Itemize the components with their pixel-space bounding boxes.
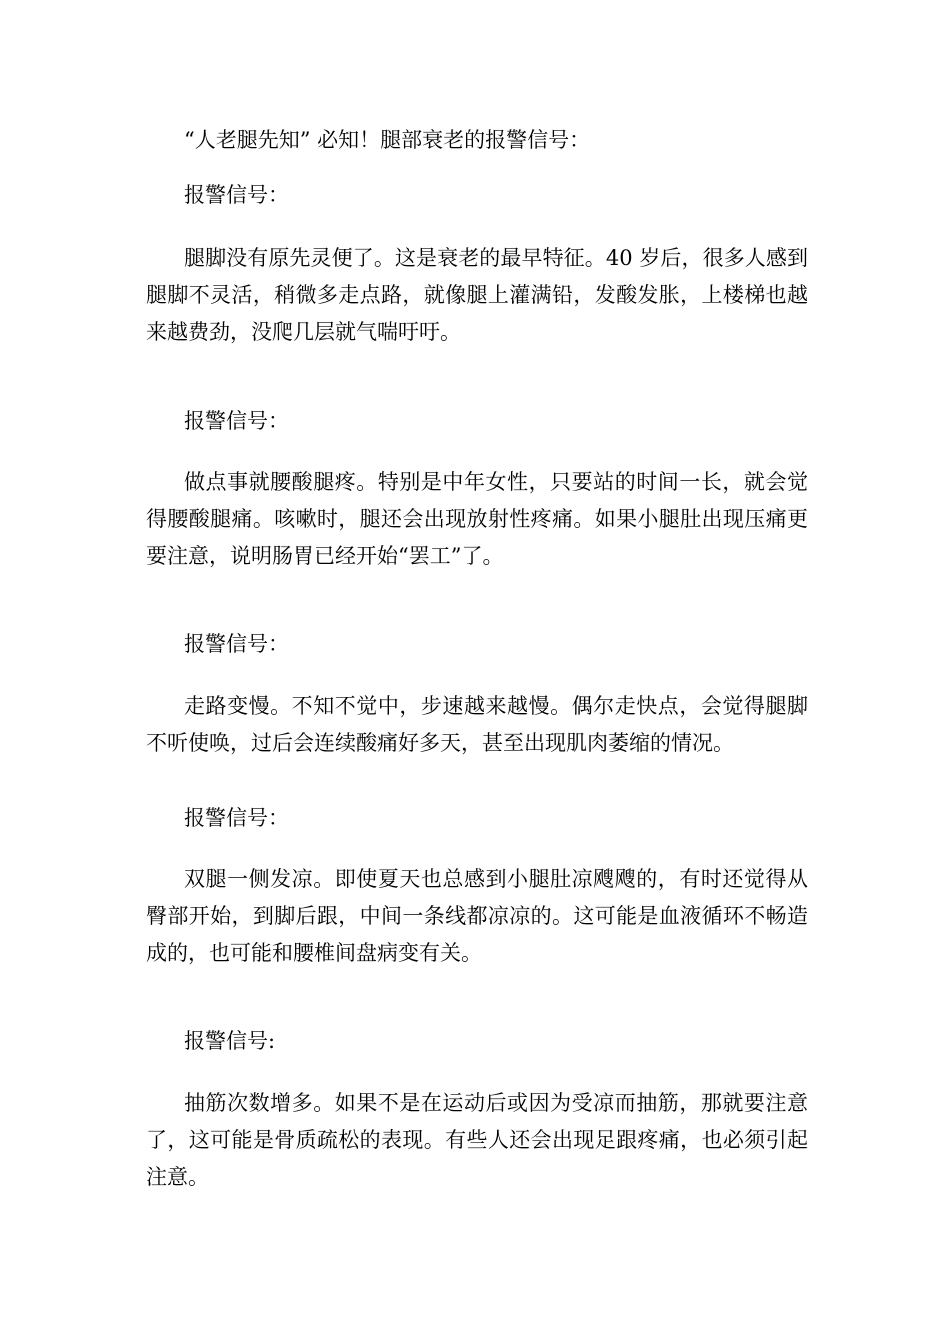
section-4-body: 双腿一侧发凉。即使夏天也总感到小腿肚凉飕飕的，有时还觉得从臀部开始，到脚后跟，中间一条线都凉凉的。这可能是血液循环不畅造成的，也可能和腰椎间盘病变有关。 xyxy=(146,867,808,965)
section-2-body: 做点事就腰酸腿疼。特别是中年女性，只要站的时间一长，就会觉得腰酸腿痛。咳嗽时，腿还会出现放射性疼痛。如果小腿肚出现压痛更要注意，说明肠胃已经开始“罢工”了。 xyxy=(146,470,808,568)
section-1-heading: 报警信号： xyxy=(184,183,289,207)
section-3-body: 走路变慢。不知不觉中，步速越来越慢。偶尔走快点，会觉得腿脚不听使唤，过后会连续酸痛好多天，甚至出现肌肉萎缩的情况。 xyxy=(146,694,808,755)
section-2-heading: 报警信号： xyxy=(184,409,289,433)
section-4-heading: 报警信号： xyxy=(184,806,289,830)
section-3-heading: 报警信号： xyxy=(184,632,289,656)
section-5-body: 抽筋次数增多。如果不是在运动后或因为受凉而抽筋，那就要注意了，这可能是骨质疏松的表现。有些人还会出现足跟疼痛，也必须引起注意。 xyxy=(146,1091,808,1189)
section-5-heading: 报警信号: xyxy=(184,1029,276,1053)
document-title: “人老腿先知” 必知！腿部衰老的报警信号： xyxy=(184,128,591,152)
section-1-body: 腿脚没有原先灵便了。这是衰老的最早特征。40 岁后，很多人感到腿脚不灵活，稍微多走点路，就像腿上灌满铅，发酸发胀，上楼梯也越来越费劲，没爬几层就气喘吁吁。 xyxy=(146,246,808,344)
